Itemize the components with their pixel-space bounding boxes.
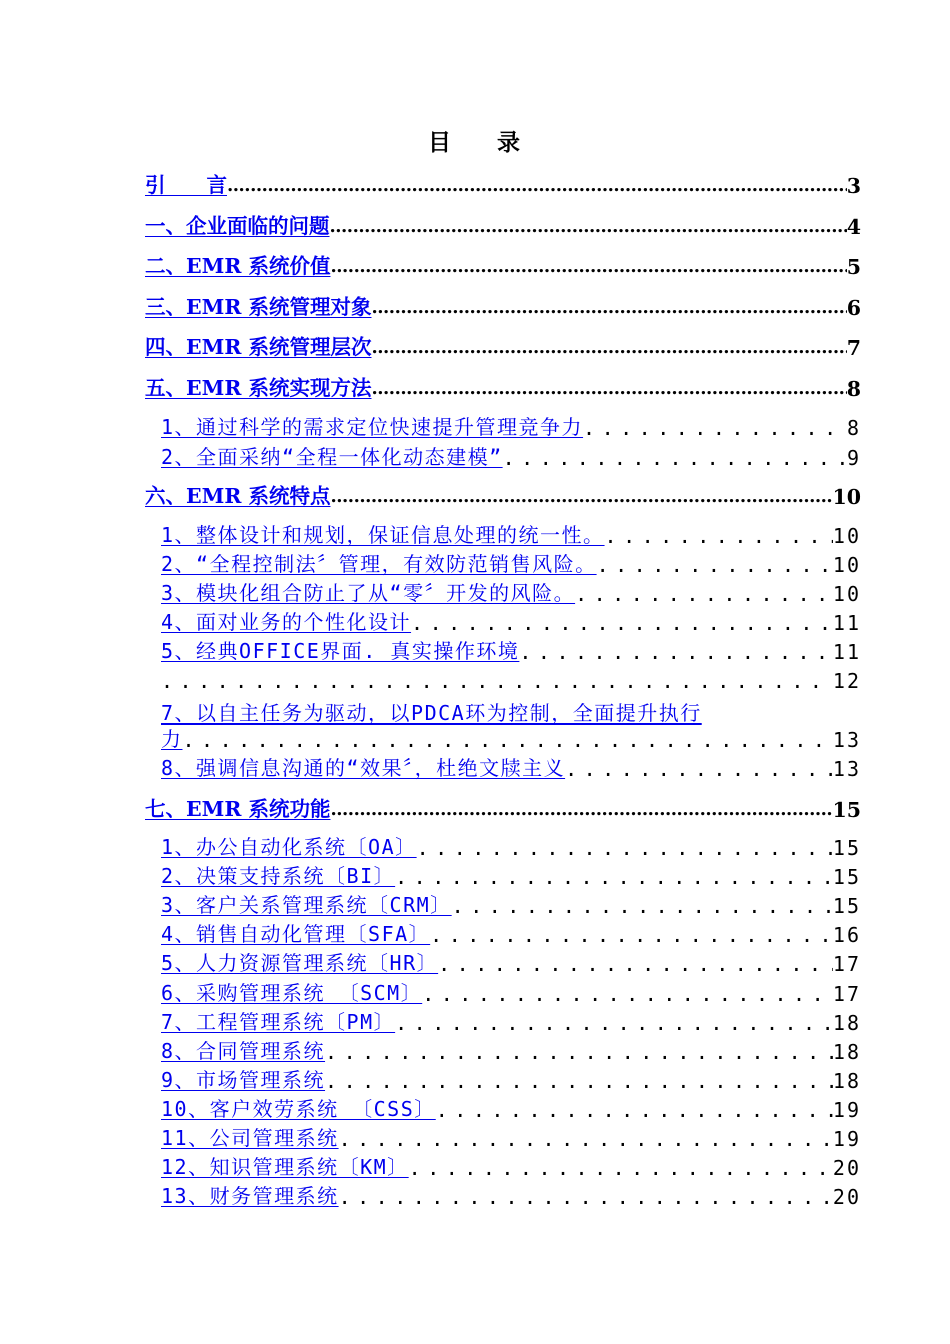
leader-dots [409,1156,833,1180]
title-char-right: 录 [497,130,522,156]
leader-dots [436,1098,833,1122]
toc-subentry-7-10[interactable] [161,1096,861,1122]
toc-entry-label[interactable]: 9、市场管理系统 [161,1068,326,1092]
toc-entry-label[interactable]: 5、经典OFFICE界面. 真实操作环境 [161,639,520,663]
toc-page-number: 15 [832,798,861,822]
toc-page-number: 19 [832,1127,861,1151]
toc-page-number: 20 [832,1156,861,1180]
toc-subentry-6-4[interactable] [161,609,861,635]
toc-entry-1[interactable] [145,211,861,239]
toc-entry-label[interactable]: 2、“全程控制法〞管理，有效防范销售风险。 [161,552,597,576]
toc-entry-label[interactable]: 13、财务管理系统 [161,1184,339,1208]
toc-page-number: 15 [832,836,861,860]
toc-page-number: 10 [832,524,861,548]
toc-entry-label[interactable]: 三、EMR 系统管理对象 [145,295,372,319]
toc-page-number: 8 [846,416,861,440]
page-title [0,124,950,157]
toc-entry-label[interactable]: 七、EMR 系统功能 [145,797,331,821]
toc-entry-intro[interactable] [145,170,861,198]
leader-dots [325,1069,833,1093]
toc-page-number: 13 [832,728,861,752]
title-char-left: 目 [428,130,453,156]
toc-entry-label[interactable]: 3、模块化组合防止了从“零〞开发的风险。 [161,581,576,605]
toc-entry-label[interactable]: 四、EMR 系统管理层次 [145,335,372,359]
toc-page-number: 4 [846,215,861,239]
toc-entry-3[interactable] [145,292,861,320]
toc-subentry-7-2[interactable] [161,863,861,889]
toc-subentry-6-2[interactable] [161,551,861,577]
leader-dots [339,1127,833,1151]
toc-entry-label[interactable]: 引 言 [145,173,227,197]
toc-entry-6[interactable] [145,481,861,509]
leader-dots [227,175,847,198]
toc-subentry-6-6[interactable] [161,667,861,693]
leader-dots [605,524,833,548]
toc-subentry-7-9[interactable] [161,1067,861,1093]
toc-page-number: 11 [832,640,861,664]
toc-entry-label[interactable]: 二、EMR 系统价值 [145,254,331,278]
toc-subentry-6-8[interactable] [161,755,861,781]
leader-dots [430,923,833,947]
toc-subentry-7-7[interactable] [161,1009,861,1035]
toc-entry-label[interactable]: 3、客户关系管理系统〔CRM〕 [161,893,452,917]
toc-entry-label[interactable]: 8、强调信息沟通的“效果〞，杜绝文牍主义 [161,756,566,780]
toc-entry-label[interactable]: 1、整体设计和规划，保证信息处理的统一性。 [161,523,605,547]
toc-entry-7[interactable] [145,794,861,822]
toc-page-number: 11 [832,611,861,635]
toc-page-number: 16 [832,923,861,947]
toc-entry-label[interactable]: 五、EMR 系统实现方法 [145,376,372,400]
leader-dots [438,952,833,976]
toc-page-number: 18 [832,1069,861,1093]
toc-subentry-7-3[interactable] [161,892,861,918]
toc-subentry-5-1[interactable] [161,414,861,440]
toc-page-number: 15 [832,865,861,889]
leader-dots [395,865,833,889]
toc-subentry-7-5[interactable] [161,950,861,976]
leader-dots [519,640,833,664]
toc-entry-label[interactable]: 10、客户效劳系统 〔CSS〕 [161,1097,436,1121]
toc-subentry-7-11[interactable] [161,1125,861,1151]
toc-entry-label[interactable]: 4、面对业务的个性化设计 [161,610,412,634]
toc-subentry-7-13[interactable] [161,1183,861,1209]
leader-dots [452,894,833,918]
toc-page-number: 9 [846,446,861,470]
toc-page-number: 17 [832,952,861,976]
toc-page-number: 10 [832,553,861,577]
toc-subentry-6-1[interactable] [161,522,861,548]
toc-page-number: 6 [846,296,861,320]
leader-dots [325,1040,833,1064]
toc-entry-label[interactable]: 力 [161,727,183,751]
toc-entry-label[interactable]: 六、EMR 系统特点 [145,484,331,508]
toc-page-number: 3 [846,174,861,198]
toc-entry-label[interactable]: 一、企业面临的问题 [145,214,330,238]
leader-dots [417,836,833,860]
toc-page-number: 10 [832,582,861,606]
toc-subentry-6-5[interactable] [161,638,861,664]
leader-dots [331,486,833,509]
leader-dots [330,216,847,239]
leader-dots [411,611,833,635]
toc-entry-label[interactable]: 1、通过科学的需求定位快速提升管理竞争力 [161,415,584,439]
leader-dots [161,669,833,693]
toc-page-number: 5 [846,255,861,279]
toc-subentry-6-3[interactable] [161,580,861,606]
toc-page-number: 10 [832,485,861,509]
toc-page-number: 17 [832,982,861,1006]
toc-subentry-7-6[interactable] [161,980,861,1006]
toc-page-number: 18 [832,1040,861,1064]
leader-dots [422,982,833,1006]
leader-dots [597,553,833,577]
leader-dots [372,337,847,360]
toc-entry-label[interactable]: 8、合同管理系统 [161,1039,326,1063]
toc-page-number: 12 [832,669,861,693]
toc-entry-label[interactable]: 7、工程管理系统〔PM〕 [161,1010,396,1034]
toc-page-number: 20 [832,1185,861,1209]
leader-dots [565,757,833,781]
leader-dots [183,728,833,752]
leader-dots [395,1011,833,1035]
leader-dots [331,256,847,279]
toc-entry-label[interactable]: 2、决策支持系统〔BI〕 [161,864,396,888]
toc-page-number: 15 [832,894,861,918]
toc-subentry-7-12[interactable] [161,1154,861,1180]
leader-dots [503,446,847,470]
toc-subentry-7-8[interactable] [161,1038,861,1064]
leader-dots [331,799,833,822]
leader-dots [372,378,847,401]
toc-subentry-5-2[interactable] [161,444,861,470]
leader-dots [372,297,847,320]
toc-subentry-7-1[interactable] [161,834,861,860]
leader-dots [575,582,833,606]
leader-dots [583,416,847,440]
toc-subentry-7-4[interactable] [161,921,861,947]
toc-entry-label[interactable]: 11、公司管理系统 [161,1126,339,1150]
toc-entry-5[interactable] [145,373,861,401]
toc-subentry-6-7-line1[interactable]: 7、以自主任务为驱动，以PDCA环为控制，全面提升执行 [161,701,702,725]
toc-entry-2[interactable] [145,251,861,279]
toc-entry-label[interactable]: 5、人力资源管理系统〔HR〕 [161,951,439,975]
toc-page-number: 18 [832,1011,861,1035]
toc-subentry-6-7[interactable] [161,726,861,752]
toc-entry-label[interactable]: 1、办公自动化系统〔OA〕 [161,835,417,859]
toc-entry-4[interactable] [145,332,861,360]
toc-entry-label[interactable]: 12、知识管理系统〔KM〕 [161,1155,409,1179]
leader-dots [339,1185,833,1209]
toc-page-number: 19 [832,1098,861,1122]
toc-entry-label[interactable]: 6、采购管理系统 〔SCM〕 [161,981,423,1005]
toc-entry-label[interactable]: 2、全面采纳“全程一体化动态建模” [161,445,503,469]
toc-page-number: 8 [846,377,861,401]
toc-page-number: 13 [832,757,861,781]
toc-entry-label[interactable]: 4、销售自动化管理〔SFA〕 [161,922,431,946]
toc-page-number: 7 [846,336,861,360]
